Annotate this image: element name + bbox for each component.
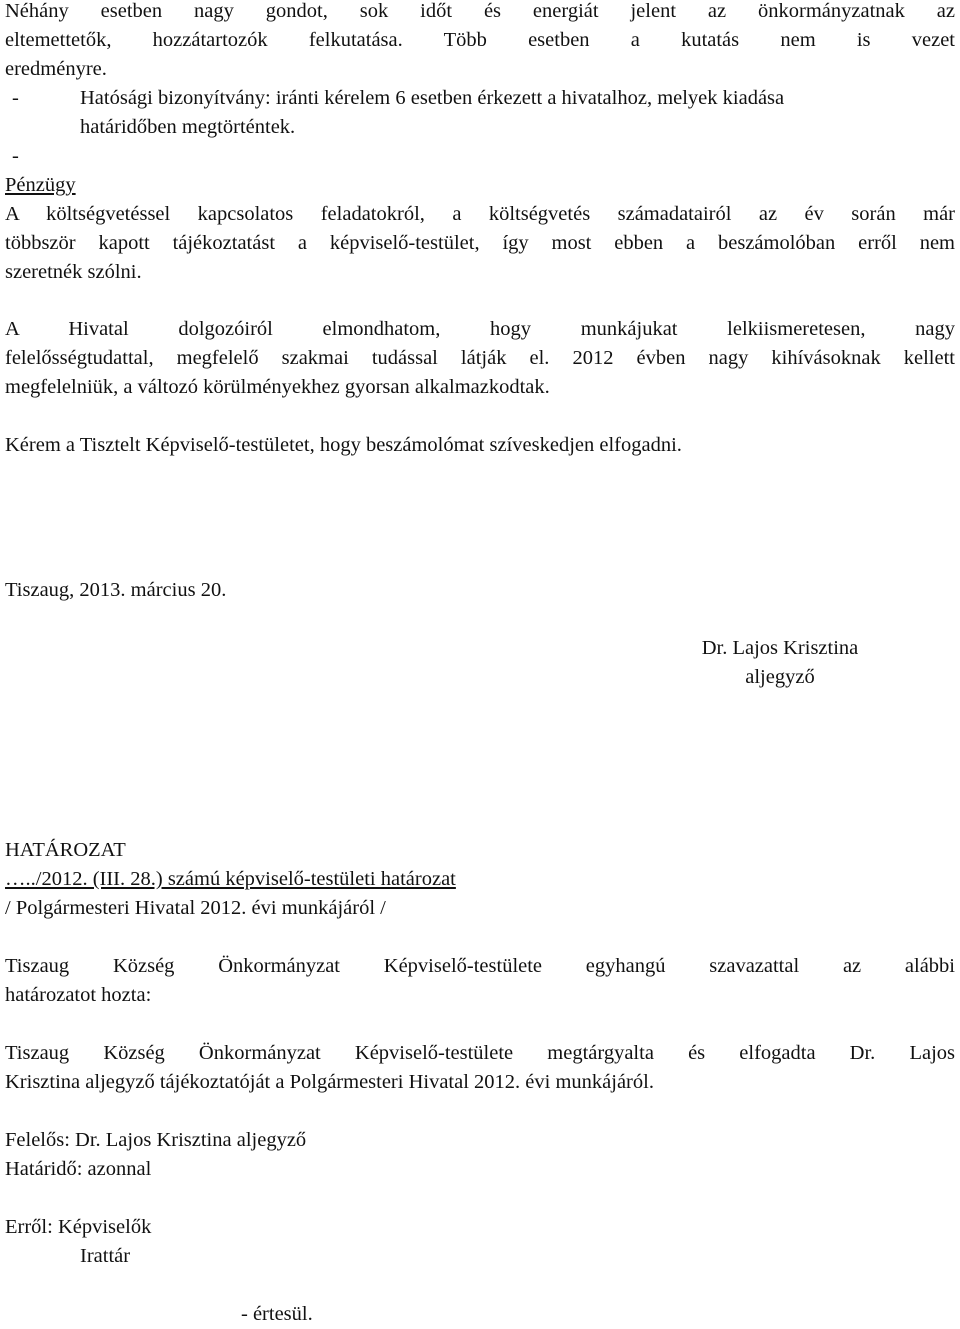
signature-title: aljegyző <box>745 666 815 688</box>
para2-line-3: megfelelniük, a változó körülményekhez gyorsan alkalmazkodtak. <box>5 376 550 398</box>
para2-line-2: felelősségtudattal, megfelelő szakmai tudással látják el. 2012 évben nagy kihívásoknak kellett <box>5 347 955 369</box>
resolution-text-2-line-2: Krisztina aljegyző tájékoztatóját a Polgármesteri Hivatal 2012. évi munkájáról. <box>5 1071 654 1093</box>
bullet-dash-1: - <box>12 87 19 109</box>
intro-line-1: Néhány esetben nagy gondot, sok időt és energiát jelent az önkormányzatnak az <box>5 0 955 22</box>
bullet-item-1-line-1: Hatósági bizonyítvány: iránti kérelem 6 esetben érkezett a hivatalhoz, melyek kiadása <box>80 87 785 109</box>
notify-irattar: Irattár <box>80 1245 131 1267</box>
para2-line-1: A Hivatal dolgozóiról elmondhatom, hogy munkájukat lelkiismeretesen, nagy <box>5 318 955 340</box>
responsible-line: Felelős: Dr. Lajos Krisztina aljegyző <box>5 1129 307 1151</box>
resolution-subject: / Polgármesteri Hivatal 2012. évi munkájáról / <box>5 897 386 919</box>
signature-name: Dr. Lajos Krisztina <box>701 637 859 659</box>
para1-line-2: többször kapott tájékoztatást a képviselő-testület, így most ebben a beszámolóban erről nem <box>5 232 955 254</box>
deadline-line: Határidő: azonnal <box>5 1158 152 1180</box>
para1-line-1: A költségvetéssel kapcsolatos feladatokról, a költségvetés számadatairól az év során már <box>5 203 955 225</box>
resolution-number: …../2012. (III. 28.) számú képviselő-testületi határozat <box>5 868 456 890</box>
para1-line-3: szeretnék szólni. <box>5 261 142 283</box>
resolution-text-1-line-2: határozatot hozta: <box>5 984 152 1006</box>
intro-line-3: eredményre. <box>5 58 107 80</box>
resolution-text-1-line-1: Tiszaug Község Önkormányzat Képviselő-testülete egyhangú szavazattal az alábbi <box>5 955 955 977</box>
intro-line-2: eltemettetők, hozzátartozók felkutatása. Több esetben a kutatás nem is vezet <box>5 29 955 51</box>
notify-ertesul: - értesül. <box>241 1303 313 1325</box>
notify-label: Erről: Képviselők <box>5 1216 152 1238</box>
place-date: Tiszaug, 2013. március 20. <box>5 579 227 601</box>
resolution-heading: HATÁROZAT <box>5 839 126 861</box>
request-sentence: Kérem a Tisztelt Képviselő-testületet, hogy beszámolómat szíveskedjen elfogadni. <box>5 434 682 456</box>
bullet-item-1-line-2: határidőben megtörténtek. <box>80 116 296 138</box>
section-heading-penzugy: Pénzügy <box>5 174 76 196</box>
bullet-dash-2: - <box>12 145 19 167</box>
resolution-text-2-line-1: Tiszaug Község Önkormányzat Képviselő-testülete megtárgyalta és elfogadta Dr. Lajos <box>5 1042 955 1064</box>
